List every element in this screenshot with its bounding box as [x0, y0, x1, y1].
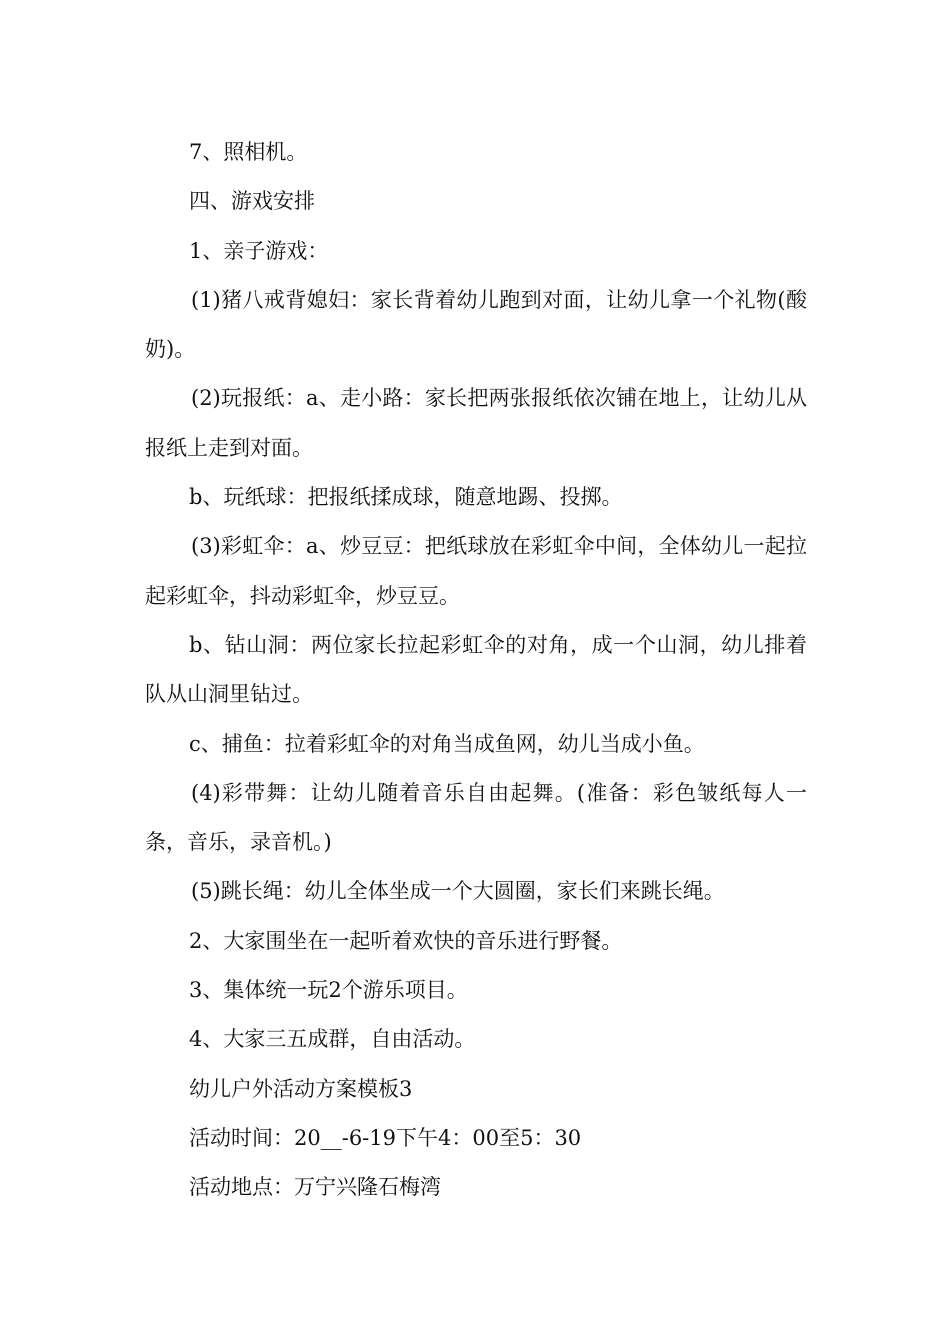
paragraph-game-3c: c、捕鱼：拉着彩虹伞的对角当成鱼网，幼儿当成小鱼。: [189, 731, 705, 756]
paragraph-game-2: (2)玩报纸：a、走小路：家长把两张报纸依次铺在地上，让幼儿从报纸上走到对面。: [145, 386, 807, 460]
paragraph-picnic: 2、大家围坐在一起听着欢快的音乐进行野餐。: [189, 928, 623, 953]
paragraph-game-2b: b、玩纸球：把报纸揉成球，随意地踢、投掷。: [189, 485, 623, 510]
paragraph-activity-location: 活动地点：万宁兴隆石梅湾: [189, 1175, 441, 1200]
paragraph-camera: 7、照相机。: [189, 140, 308, 164]
document-body: [145, 128, 807, 1213]
paragraph-group-rides: 3、集体统一玩2个游乐项目。: [189, 978, 468, 1003]
section-title-template-3: 幼儿户外活动方案模板3: [189, 1076, 413, 1101]
paragraph-game-1: (1)猪八戒背媳妇：家长背着幼儿跑到对面，让幼儿拿一个礼物(酸奶)。: [145, 287, 807, 362]
paragraph-free-activity: 4、大家三五成群，自由活动。: [189, 1027, 476, 1052]
paragraph-parent-child-games: 1、亲子游戏：: [189, 238, 329, 263]
paragraph-activity-time: 活动时间：20__-6-19下午4：00至5：30: [189, 1125, 582, 1150]
paragraph-game-3b: b、钻山洞：两位家长拉起彩虹伞的对角，成一个山洞，幼儿排着队从山洞里钻过。: [145, 632, 807, 707]
paragraph-game-3: (3)彩虹伞：a、炒豆豆：把纸球放在彩虹伞中间，全体幼儿一起拉起彩虹伞，抖动彩虹伞，炒豆豆。: [145, 534, 807, 608]
paragraph-game-4: (4)彩带舞：让幼儿随着音乐自由起舞。(准备：彩色皱纸每人一条，音乐，录音机。): [145, 780, 807, 855]
paragraph-game-5: (5)跳长绳：幼儿全体坐成一个大圆圈，家长们来跳长绳。: [191, 879, 725, 904]
section-heading-game-arrangement: 四、游戏安排: [189, 189, 315, 214]
